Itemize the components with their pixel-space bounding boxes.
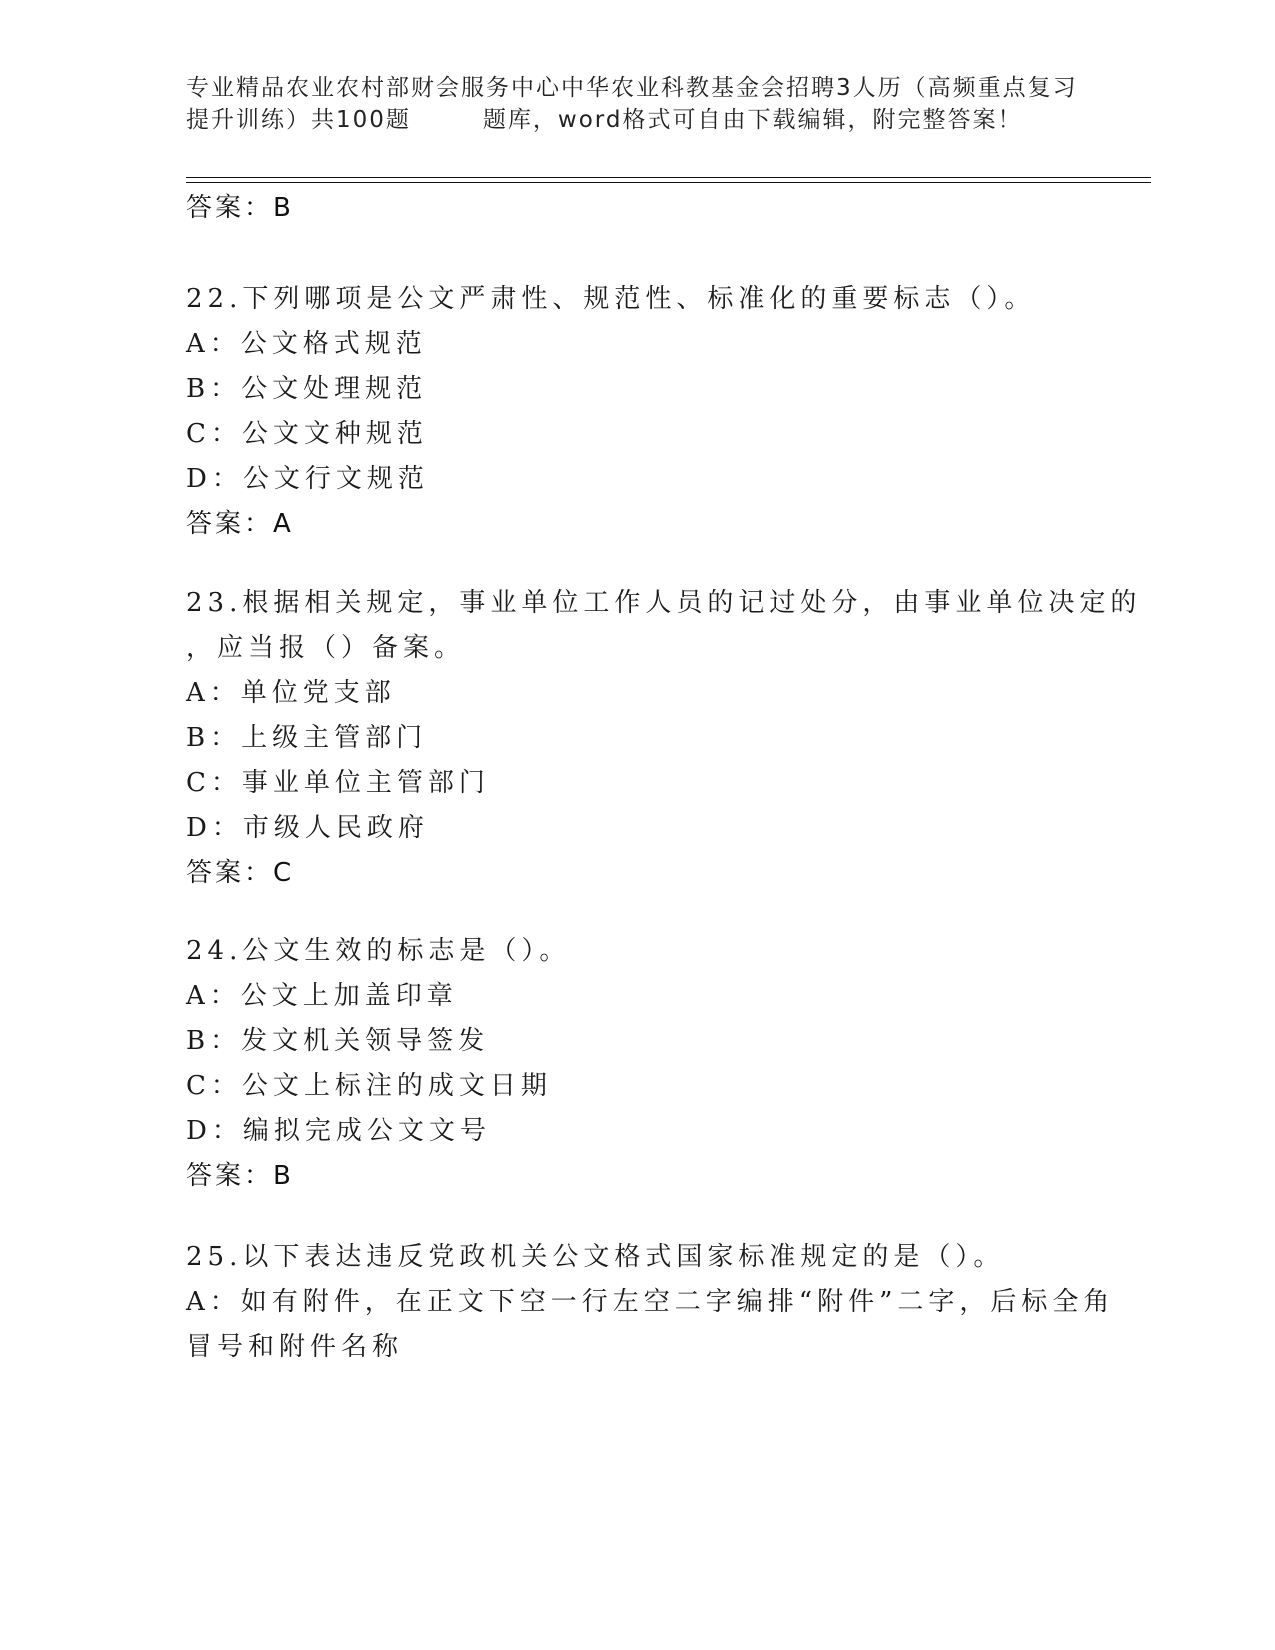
- header-line-2-right: 题库，word格式可自由下载编辑，附完整答案！: [482, 107, 1023, 133]
- previous-answer-block: [186, 186, 1086, 231]
- question-25: [186, 1235, 1115, 1370]
- question-stem: 24.公文生效的标志是（）。: [186, 936, 571, 966]
- option-b: B：上级主管部门: [186, 723, 428, 753]
- answer-text: 答案：B: [186, 1161, 294, 1191]
- option-c: C：公文文种规范: [186, 419, 428, 449]
- answer-text: 答案：C: [186, 858, 295, 888]
- answer-text: 答案：B: [186, 193, 294, 223]
- option-a: A：单位党支部: [186, 678, 396, 708]
- option-a-continued: 冒号和附件名称: [186, 1332, 404, 1362]
- option-a: A：公文格式规范: [186, 329, 427, 359]
- option-b: B：公文处理规范: [186, 374, 428, 404]
- option-b: B：发文机关领导签发: [186, 1026, 490, 1056]
- option-a: A：公文上加盖印章: [186, 981, 458, 1011]
- question-stem-continued: ，应当报（）备案。: [186, 633, 466, 663]
- option-c: C：公文上标注的成文日期: [186, 1071, 552, 1101]
- question-22: [186, 277, 1086, 547]
- option-d: D：市级人民政府: [186, 813, 429, 843]
- header-line-2: [186, 104, 1116, 136]
- answer-text: 答案：A: [186, 509, 294, 539]
- header-line-1: 专业精品农业农村部财会服务中心中华农业科教基金会招聘3人历（高频重点复习: [186, 75, 1078, 101]
- option-d: D：公文行文规范: [186, 464, 429, 494]
- header-line-2-left: 提升训练）共100题: [186, 107, 411, 133]
- option-c: C：事业单位主管部门: [186, 768, 490, 798]
- option-d: D：编拟完成公文文号: [186, 1116, 491, 1146]
- question-stem: 22.下列哪项是公文严肃性、规范性、标准化的重要标志（）。: [186, 284, 1036, 314]
- page-header: [186, 72, 1116, 136]
- header-rule-top: [186, 177, 1151, 178]
- question-24: [186, 929, 1086, 1199]
- question-stem: 25.以下表达违反党政机关公文格式国家标准规定的是（）。: [186, 1242, 1005, 1272]
- header-rule-bottom: [186, 182, 1151, 183]
- question-23: [186, 581, 1142, 896]
- option-a: A：如有附件，在正文下空一行左空二字编排“附件”二字，后标全角: [186, 1287, 1115, 1317]
- question-stem: 23.根据相关规定，事业单位工作人员的记过处分，由事业单位决定的: [186, 588, 1142, 618]
